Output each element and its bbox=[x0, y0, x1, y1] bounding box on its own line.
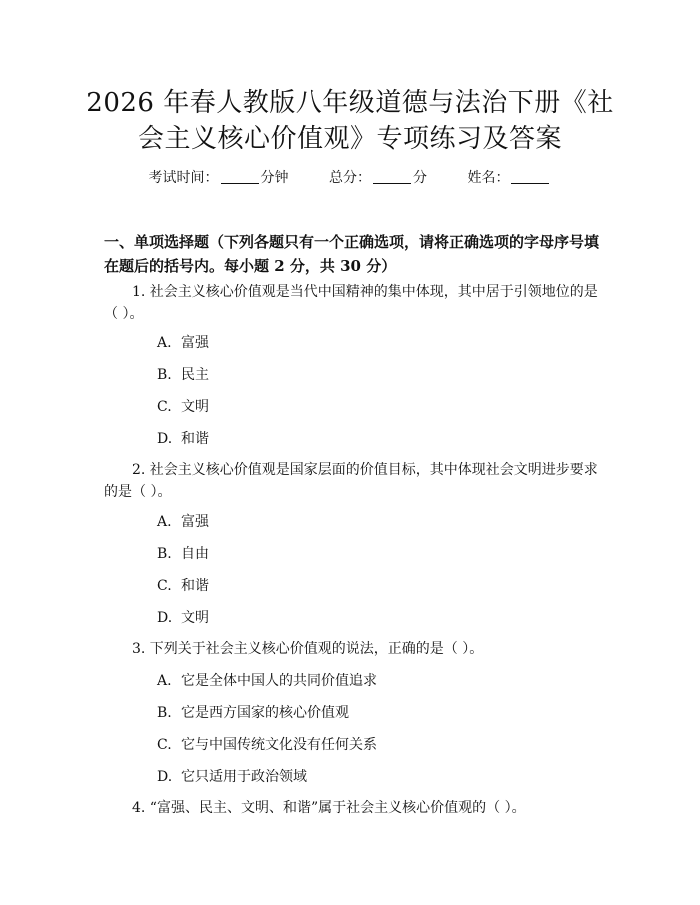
option-text: 自由 bbox=[181, 546, 209, 562]
question-1-option-c[interactable] bbox=[157, 396, 209, 418]
option-text: 它是全体中国人的共同价值追求 bbox=[181, 673, 377, 689]
option-letter: C. bbox=[157, 399, 172, 415]
section-heading: 一、单项选择题（下列各题只有一个正确选项，请将正确选项的字母序号填在题后的括号内。每小题 2 分，共 30 分） bbox=[104, 233, 600, 275]
exam-time-field bbox=[149, 168, 289, 188]
total-score-label: 总分： bbox=[329, 170, 371, 186]
option-text: 民主 bbox=[181, 367, 209, 383]
question-4: 4. “富强、民主、文明、和谐”属于社会主义核心价值观的（ ）。 bbox=[132, 800, 526, 816]
option-text: 和谐 bbox=[181, 431, 209, 447]
student-name-blank[interactable] bbox=[511, 169, 549, 184]
question-2-option-d[interactable] bbox=[157, 607, 209, 629]
exam-meta-row bbox=[0, 168, 700, 188]
option-text: 富强 bbox=[181, 514, 209, 530]
option-letter: A. bbox=[157, 335, 172, 351]
question-1: 1. 社会主义核心价值观是当代中国精神的集中体现，其中居于引领地位的是（ ）。 bbox=[104, 284, 598, 322]
total-score-unit: 分 bbox=[413, 170, 427, 186]
document-title-line-1: 2026 年春人教版八年级道德与法治下册《社 bbox=[86, 88, 614, 118]
student-name-label: 姓名： bbox=[467, 170, 510, 186]
option-text: 它是西方国家的核心价值观 bbox=[181, 705, 349, 721]
option-letter: B. bbox=[157, 546, 172, 562]
question-1-option-a[interactable] bbox=[157, 332, 209, 354]
total-score-blank[interactable] bbox=[373, 169, 411, 184]
option-letter: D. bbox=[157, 769, 173, 785]
student-name-field bbox=[467, 168, 551, 188]
question-2-option-c[interactable] bbox=[157, 575, 209, 597]
option-text: 它与中国传统文化没有任何关系 bbox=[181, 737, 377, 753]
question-3-option-c[interactable] bbox=[157, 734, 377, 756]
option-text: 文明 bbox=[181, 399, 209, 415]
total-score-field bbox=[329, 168, 427, 188]
option-letter: B. bbox=[157, 367, 172, 383]
option-text: 它只适用于政治领域 bbox=[181, 769, 307, 785]
exam-time-unit: 分钟 bbox=[260, 170, 289, 186]
exam-time-blank[interactable] bbox=[221, 169, 259, 184]
question-1-option-d[interactable] bbox=[157, 428, 209, 450]
question-2-option-a[interactable] bbox=[157, 511, 209, 533]
option-letter: A. bbox=[157, 514, 172, 530]
question-2-option-b[interactable] bbox=[157, 543, 209, 565]
option-text: 文明 bbox=[181, 610, 209, 626]
option-text: 和谐 bbox=[181, 578, 209, 594]
document-title-line-2: 会主义核心价值观》专项练习及答案 bbox=[137, 124, 562, 154]
option-letter: C. bbox=[157, 737, 172, 753]
exam-time-label: 考试时间： bbox=[148, 170, 219, 186]
question-3-option-a[interactable] bbox=[157, 670, 377, 692]
question-2: 2. 社会主义核心价值观是国家层面的价值目标，其中体现社会文明进步要求的是（ ）。 bbox=[104, 462, 598, 500]
option-letter: D. bbox=[157, 431, 173, 447]
option-letter: C. bbox=[157, 578, 172, 594]
question-3: 3. 下列关于社会主义核心价值观的说法，正确的是（ ）。 bbox=[132, 641, 484, 657]
option-text: 富强 bbox=[181, 335, 209, 351]
option-letter: B. bbox=[157, 705, 172, 721]
option-letter: A. bbox=[157, 673, 172, 689]
question-3-option-b[interactable] bbox=[157, 702, 349, 724]
question-1-option-b[interactable] bbox=[157, 364, 209, 386]
question-3-option-d[interactable] bbox=[157, 766, 307, 788]
option-letter: D. bbox=[157, 610, 173, 626]
